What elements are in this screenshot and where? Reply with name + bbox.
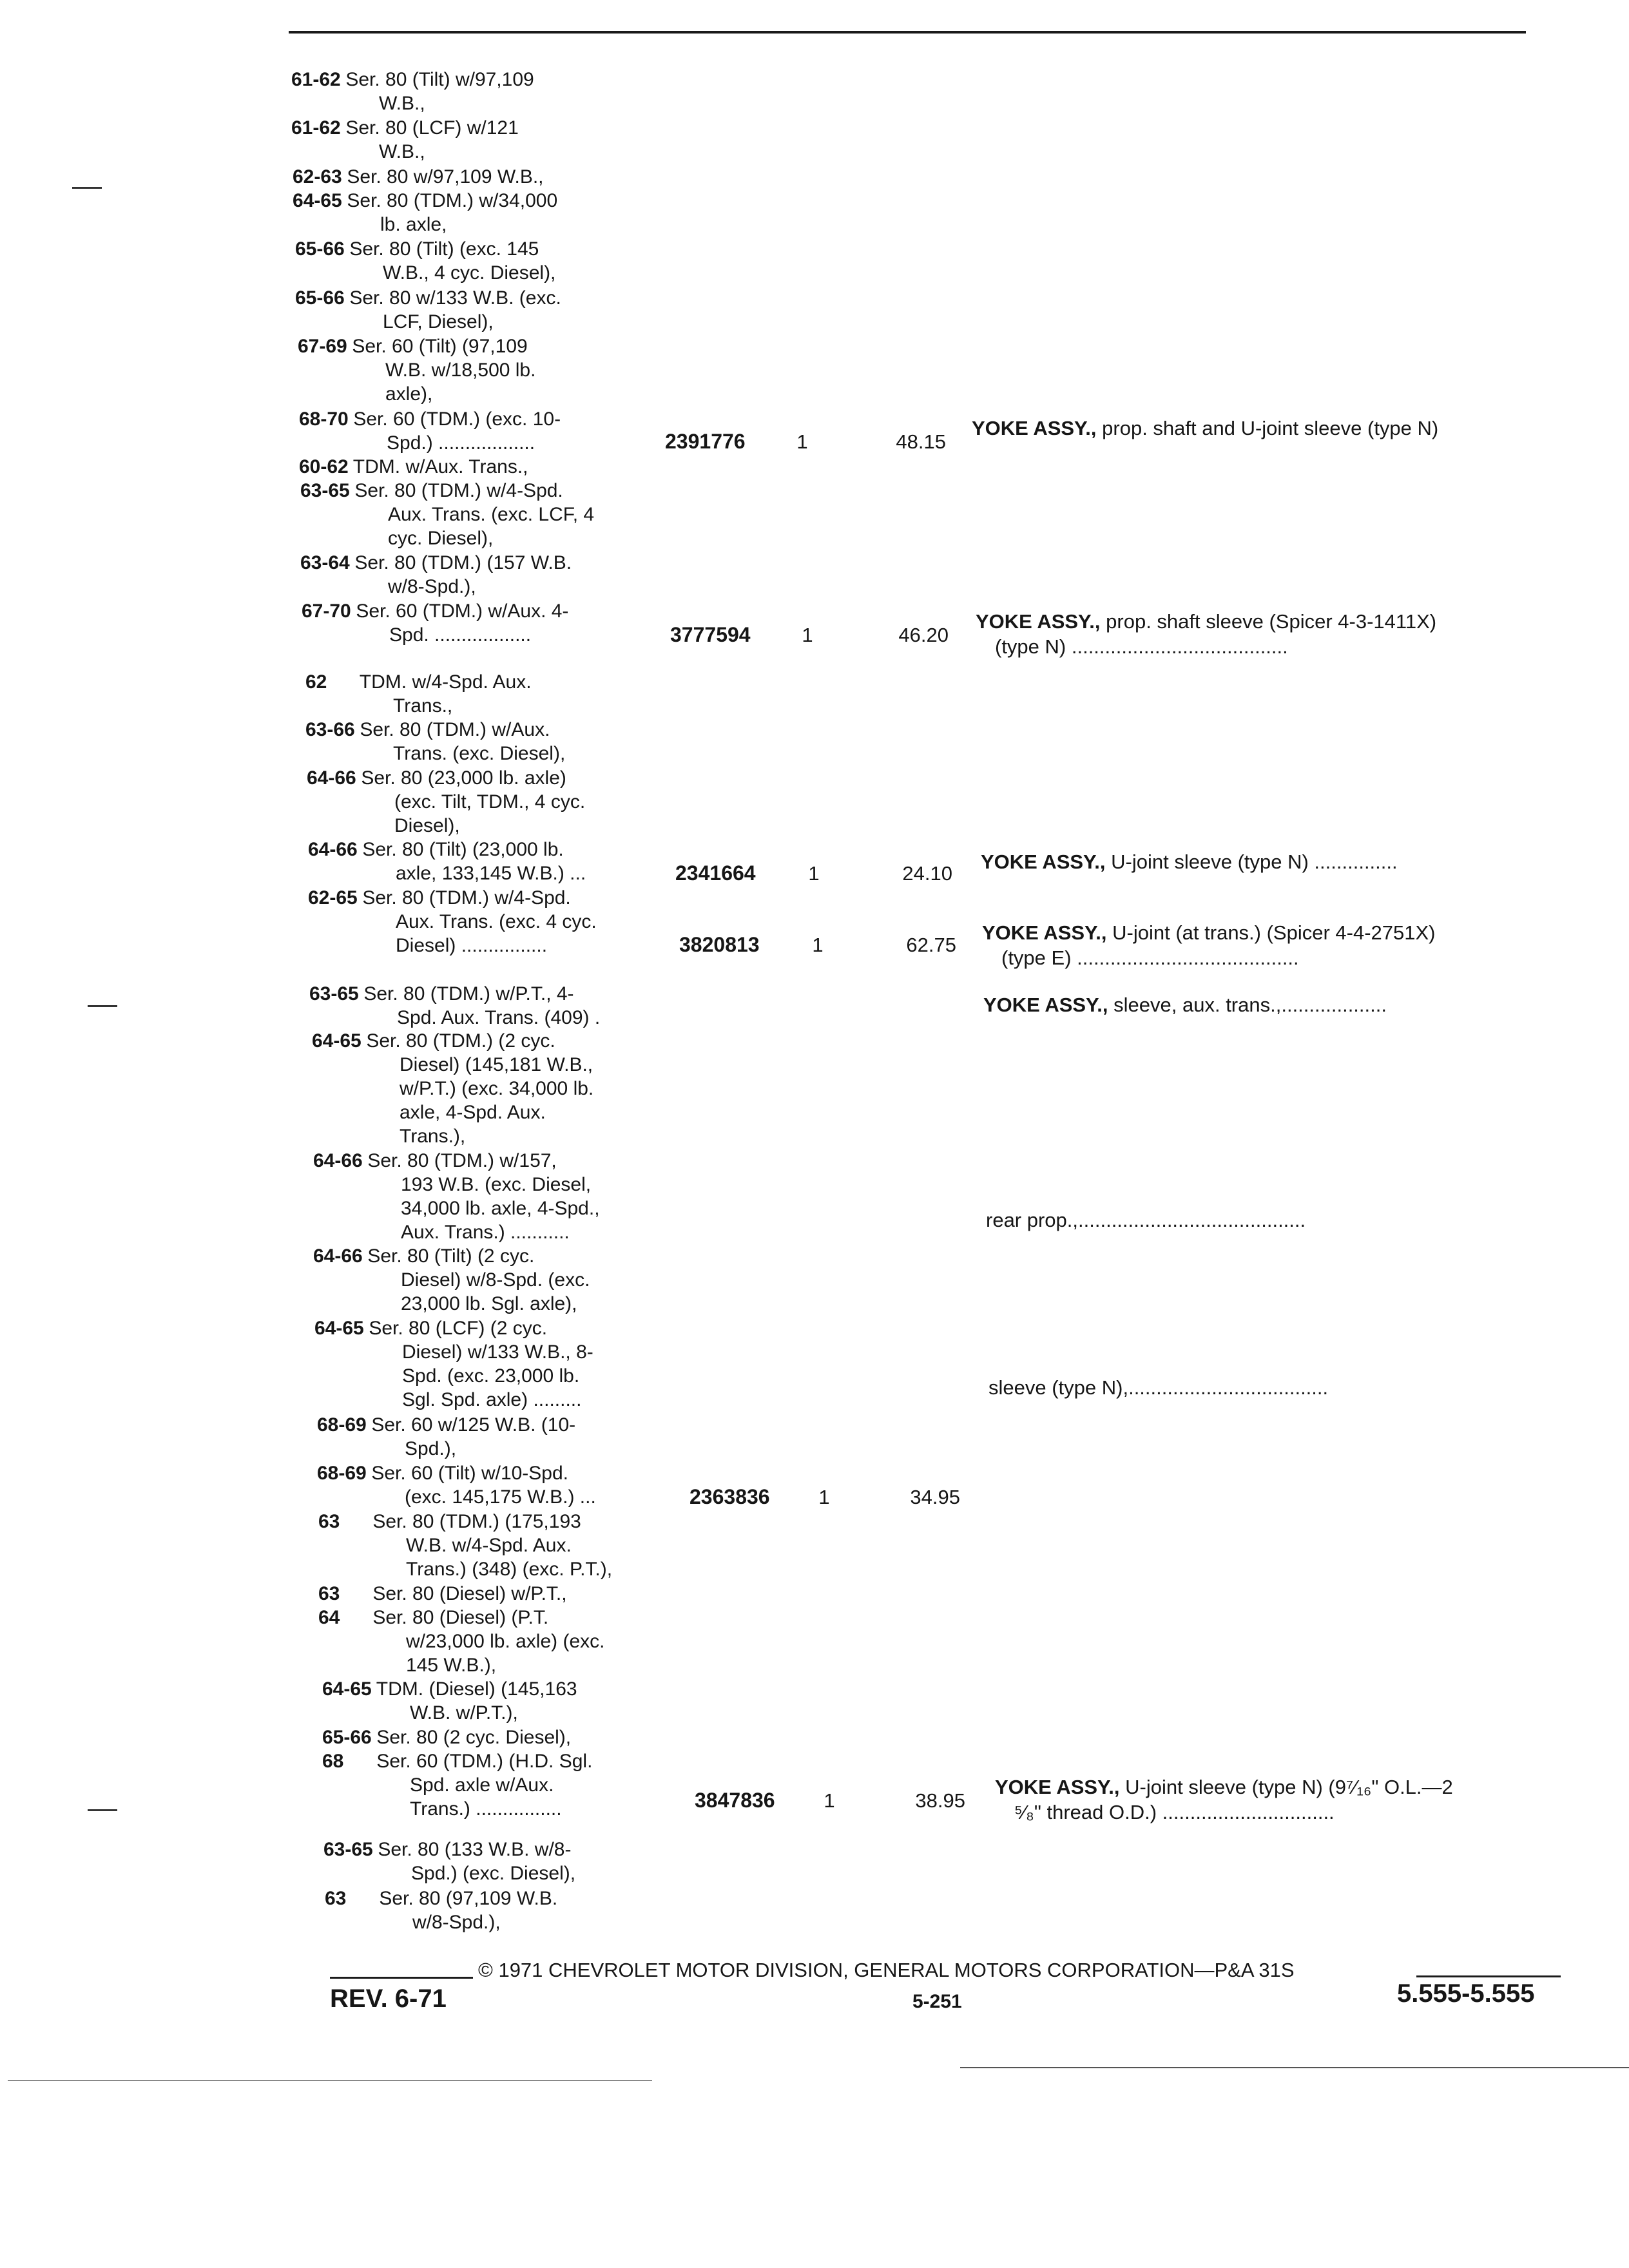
application-text-continued: axle),	[385, 383, 433, 405]
description-heading: YOKE ASSY.,	[976, 610, 1101, 633]
description-text: sleeve (type N),....................................	[988, 1376, 1329, 1399]
footer-right-rule	[1416, 1975, 1561, 1977]
application-entry	[295, 237, 718, 285]
application-entry	[312, 1029, 735, 1148]
description-text: sleeve, aux. trans.,...................	[1113, 994, 1387, 1016]
application-text: Ser. 80 (TDM.) (2 cyc.	[366, 1030, 555, 1052]
application-entry	[307, 766, 729, 838]
application-entry	[325, 1887, 747, 1934]
revision-label: REV. 6-71	[330, 1984, 447, 2013]
application-entry	[317, 1413, 740, 1461]
quantity: 1	[802, 624, 813, 646]
application-text: Ser. 60 (Tilt) w/10-Spd.	[371, 1463, 569, 1484]
model-years: 64-66	[307, 767, 356, 789]
application-text: Ser. 80 (Diesel) (P.T.	[372, 1607, 549, 1628]
application-entry	[299, 407, 722, 455]
quantity: 1	[824, 1789, 835, 1812]
part-number: 3847836	[695, 1789, 775, 1812]
model-years: 68	[322, 1751, 344, 1772]
model-years: 68-69	[317, 1414, 367, 1436]
application-text-continued: W.B. w/P.T.),	[410, 1702, 518, 1724]
application-text-continued: Spd.) (exc. Diesel),	[411, 1863, 576, 1884]
description-text-continued: (type E) ........................................	[1001, 947, 1299, 969]
model-years: 63	[318, 1583, 340, 1604]
application-entry	[322, 1725, 745, 1749]
application-entry	[318, 1582, 741, 1606]
application-text: Ser. 80 (TDM.) w/Aux.	[360, 719, 550, 740]
list-price: 24.10	[902, 862, 952, 885]
application-entry	[313, 1149, 736, 1244]
application-text: Ser. 80 (2 cyc. Diesel),	[376, 1727, 572, 1748]
application-text: TDM. (Diesel) (145,163	[376, 1678, 577, 1700]
application-text-continued: Trans.),	[400, 1126, 466, 1147]
list-price: 38.95	[915, 1789, 965, 1812]
quantity: 1	[812, 934, 824, 956]
application-text: Ser. 80 w/97,109 W.B.,	[347, 166, 544, 187]
application-text: Ser. 80 (Tilt) (exc. 145	[349, 238, 539, 260]
part-description	[983, 992, 1563, 1017]
application-text-continued: Spd. Aux. Trans. (409) .	[397, 1007, 601, 1028]
part-number: 2363836	[689, 1485, 770, 1508]
list-price: 48.15	[896, 430, 946, 453]
top-rule	[289, 31, 1526, 34]
application-text: Ser. 60 (TDM.) (H.D. Sgl.	[376, 1751, 593, 1772]
description-text: U-joint (at trans.) (Spicer 4-4-2751X)	[1112, 921, 1436, 944]
description-heading: YOKE ASSY.,	[982, 921, 1107, 944]
quantity: 1	[808, 862, 820, 885]
model-years: 68-69	[317, 1463, 367, 1484]
application-entry	[313, 1244, 736, 1316]
description-heading: YOKE ASSY.,	[972, 417, 1097, 439]
model-years: 63	[318, 1511, 340, 1532]
model-years: 64-65	[322, 1678, 372, 1700]
application-text-continued: w/23,000 lb. axle) (exc.	[406, 1631, 605, 1652]
description-heading: YOKE ASSY.,	[983, 994, 1108, 1016]
bottom-rule-left	[8, 2080, 652, 2081]
application-text-continued: axle, 133,145 W.B.) ...	[396, 863, 586, 884]
application-text: Ser. 80 (TDM.) w/157,	[367, 1150, 557, 1171]
application-text: Ser. 60 (TDM.) w/Aux. 4-	[356, 601, 569, 622]
part-description	[995, 1774, 1575, 1825]
application-text-continued: Diesel),	[394, 815, 460, 836]
part-description	[976, 609, 1556, 659]
model-years: 62-65	[308, 887, 358, 908]
application-text: Ser. 80 (TDM.) (175,193	[372, 1511, 581, 1532]
model-years: 64	[318, 1607, 340, 1628]
model-years: 65-66	[295, 287, 345, 309]
description-text: U-joint sleeve (type N) ...............	[1111, 850, 1398, 873]
application-entry	[322, 1749, 745, 1821]
model-years: 63	[325, 1888, 347, 1909]
application-entry	[322, 1677, 745, 1725]
part-number: 2391776	[665, 430, 746, 453]
part-number: 3777594	[670, 623, 751, 646]
application-text-continued: LCF, Diesel),	[383, 311, 494, 332]
list-price: 46.20	[898, 624, 949, 646]
application-entry	[293, 189, 715, 236]
model-years: 62	[305, 671, 327, 693]
model-years: 63-65	[300, 480, 350, 501]
margin-mark	[72, 187, 102, 189]
application-entry	[323, 1838, 746, 1885]
model-years: 62-63	[293, 166, 342, 187]
application-text-continued: Spd. (exc. 23,000 lb.	[402, 1365, 580, 1387]
description-text: U-joint sleeve (type N) (9⁷⁄₁₆" O.L.—2	[1125, 1776, 1453, 1798]
part-number: 2341664	[675, 861, 756, 885]
application-text-continued: Spd. ..................	[389, 624, 532, 646]
bottom-rule-right	[960, 2067, 1629, 2068]
description-heading: YOKE ASSY.,	[981, 850, 1106, 873]
application-text-continued: Aux. Trans.) ...........	[401, 1222, 570, 1243]
application-text-continued: axle, 4-Spd. Aux.	[400, 1102, 546, 1123]
application-text: TDM. w/Aux. Trans.,	[352, 456, 528, 477]
application-entry	[295, 286, 718, 334]
application-text: Ser. 80 (Tilt) (23,000 lb.	[362, 839, 564, 860]
application-text-continued: Diesel) w/8-Spd. (exc.	[401, 1269, 590, 1291]
description-text-continued: (type N) .......................................	[995, 635, 1288, 658]
application-text-continued: Diesel) w/133 W.B., 8-	[402, 1341, 593, 1363]
model-years: 63-64	[300, 552, 350, 573]
application-entry	[309, 982, 732, 1030]
application-entry	[300, 551, 723, 599]
application-text-continued: 193 W.B. (exc. Diesel,	[401, 1174, 592, 1195]
application-text-continued: Trans.) (348) (exc. P.T.),	[406, 1559, 613, 1580]
model-years: 64-66	[313, 1245, 363, 1267]
model-years: 64-65	[293, 190, 342, 211]
copyright-line: © 1971 CHEVROLET MOTOR DIVISION, GENERAL MOTORS CORPORATION—P&A 31S	[478, 1959, 1295, 1981]
application-entry	[317, 1461, 740, 1509]
description-text-continued: ⁵⁄₈" thread O.D.) ...............................	[1014, 1801, 1335, 1823]
part-description	[981, 849, 1561, 874]
quantity: 1	[796, 430, 808, 453]
application-entry	[298, 334, 720, 406]
application-text-continued: Trans.) ................	[410, 1798, 562, 1820]
application-text-continued: w/8-Spd.),	[388, 576, 476, 597]
section-number: 5.555-5.555	[1397, 1979, 1535, 2008]
application-text: Ser. 80 (TDM.) w/P.T., 4-	[363, 983, 574, 1004]
model-years: 63-65	[323, 1839, 373, 1860]
application-text-continued: Trans. (exc. Diesel),	[393, 743, 566, 764]
list-price: 34.95	[910, 1486, 960, 1508]
application-text-continued: W.B.,	[379, 93, 425, 114]
part-description	[972, 416, 1552, 441]
footer-left-rule	[330, 1977, 473, 1979]
part-number: 3820813	[679, 933, 760, 956]
application-text-continued: Diesel) (145,181 W.B.,	[400, 1054, 593, 1075]
application-text-continued: W.B.,	[379, 141, 425, 162]
application-entry	[308, 886, 731, 957]
application-entry	[293, 165, 715, 189]
application-entry	[291, 116, 714, 164]
list-price: 62.75	[906, 934, 956, 956]
application-text: Ser. 80 (Tilt) (2 cyc.	[367, 1245, 535, 1267]
application-entry	[305, 718, 728, 765]
description-text: prop. shaft sleeve (Spicer 4-3-1411X)	[1106, 610, 1437, 633]
model-years: 63-66	[305, 719, 355, 740]
application-text-continued: Trans.,	[393, 695, 453, 716]
application-text: Ser. 60 (TDM.) (exc. 10-	[353, 408, 561, 430]
model-years: 67-69	[298, 336, 347, 357]
application-text: Ser. 80 (LCF) (2 cyc.	[369, 1318, 548, 1339]
application-text-continued: w/P.T.) (exc. 34,000 lb.	[400, 1078, 594, 1099]
model-years: 65-66	[295, 238, 345, 260]
application-text-continued: 34,000 lb. axle, 4-Spd.,	[401, 1198, 600, 1219]
application-text-continued: Diesel) ................	[396, 935, 548, 956]
application-text-continued: lb. axle,	[380, 214, 447, 235]
model-years: 60-62	[299, 456, 349, 477]
application-text-continued: W.B. w/4-Spd. Aux.	[406, 1535, 572, 1556]
application-text-continued: 145 W.B.),	[406, 1655, 497, 1676]
model-years: 68-70	[299, 408, 349, 430]
application-text-continued: W.B. w/18,500 lb.	[385, 360, 536, 381]
application-text-continued: 23,000 lb. Sgl. axle),	[401, 1293, 577, 1314]
model-years: 65-66	[322, 1727, 372, 1748]
model-years: 64-66	[313, 1150, 363, 1171]
model-years: 67-70	[302, 601, 351, 622]
application-text-continued: Spd.) ..................	[387, 432, 535, 454]
model-years: 64-65	[314, 1318, 364, 1339]
application-text-continued: Sgl. Spd. axle) .........	[402, 1389, 582, 1410]
application-text-continued: cyc. Diesel),	[388, 528, 494, 549]
application-entry	[305, 670, 728, 718]
application-text-continued: W.B., 4 cyc. Diesel),	[383, 262, 556, 284]
application-entry	[314, 1316, 737, 1412]
application-text: Ser. 80 (Tilt) w/97,109	[345, 69, 534, 90]
page-number: 5-251	[912, 1991, 962, 2012]
application-entry	[300, 479, 723, 550]
application-entry	[299, 455, 722, 479]
application-text-continued: w/8-Spd.),	[412, 1912, 501, 1933]
application-text: Ser. 80 (LCF) w/121	[345, 117, 519, 139]
application-entry	[318, 1510, 741, 1581]
model-years: 64-65	[312, 1030, 361, 1052]
part-description	[982, 920, 1562, 970]
model-years: 63-65	[309, 983, 359, 1004]
application-text: Ser. 80 (TDM.) w/4-Spd.	[362, 887, 571, 908]
application-text: Ser. 80 (23,000 lb. axle)	[361, 767, 566, 789]
model-years: 64-66	[308, 839, 358, 860]
application-text-continued: (exc. 145,175 W.B.) ...	[405, 1486, 596, 1508]
model-years: 61-62	[291, 117, 341, 139]
application-text: Ser. 80 (133 W.B. w/8-	[378, 1839, 572, 1860]
description-heading: YOKE ASSY.,	[995, 1776, 1120, 1798]
application-entry	[308, 838, 731, 885]
application-text: Ser. 80 (97,109 W.B.	[379, 1888, 558, 1909]
application-text: TDM. w/4-Spd. Aux.	[359, 671, 532, 693]
application-text: Ser. 80 (TDM.) (157 W.B.	[354, 552, 572, 573]
application-text: Ser. 80 (Diesel) w/P.T.,	[372, 1583, 567, 1604]
application-text-continued: Spd. axle w/Aux.	[410, 1774, 554, 1796]
application-entry	[318, 1606, 741, 1677]
description-text: rear prop.,.........................................	[986, 1209, 1306, 1231]
application-text: Ser. 60 w/125 W.B. (10-	[371, 1414, 576, 1436]
application-text-continued: (exc. Tilt, TDM., 4 cyc.	[394, 791, 586, 812]
application-text-continued: Aux. Trans. (exc. LCF, 4	[388, 504, 595, 525]
application-text-continued: Spd.),	[405, 1438, 457, 1459]
application-text-continued: Aux. Trans. (exc. 4 cyc.	[396, 911, 597, 932]
part-description	[986, 1207, 1566, 1233]
application-text: Ser. 80 (TDM.) w/4-Spd.	[354, 480, 563, 501]
application-text: Ser. 80 (TDM.) w/34,000	[347, 190, 558, 211]
application-entry	[302, 599, 724, 647]
application-text: Ser. 60 (Tilt) (97,109	[352, 336, 528, 357]
part-description	[988, 1375, 1568, 1400]
application-entry	[291, 68, 714, 115]
model-years: 61-62	[291, 69, 341, 90]
application-text: Ser. 80 w/133 W.B. (exc.	[349, 287, 561, 309]
description-text: prop. shaft and U-joint sleeve (type N)	[1102, 417, 1439, 439]
quantity: 1	[818, 1486, 830, 1508]
margin-mark	[88, 1809, 117, 1811]
margin-mark	[88, 1005, 117, 1007]
